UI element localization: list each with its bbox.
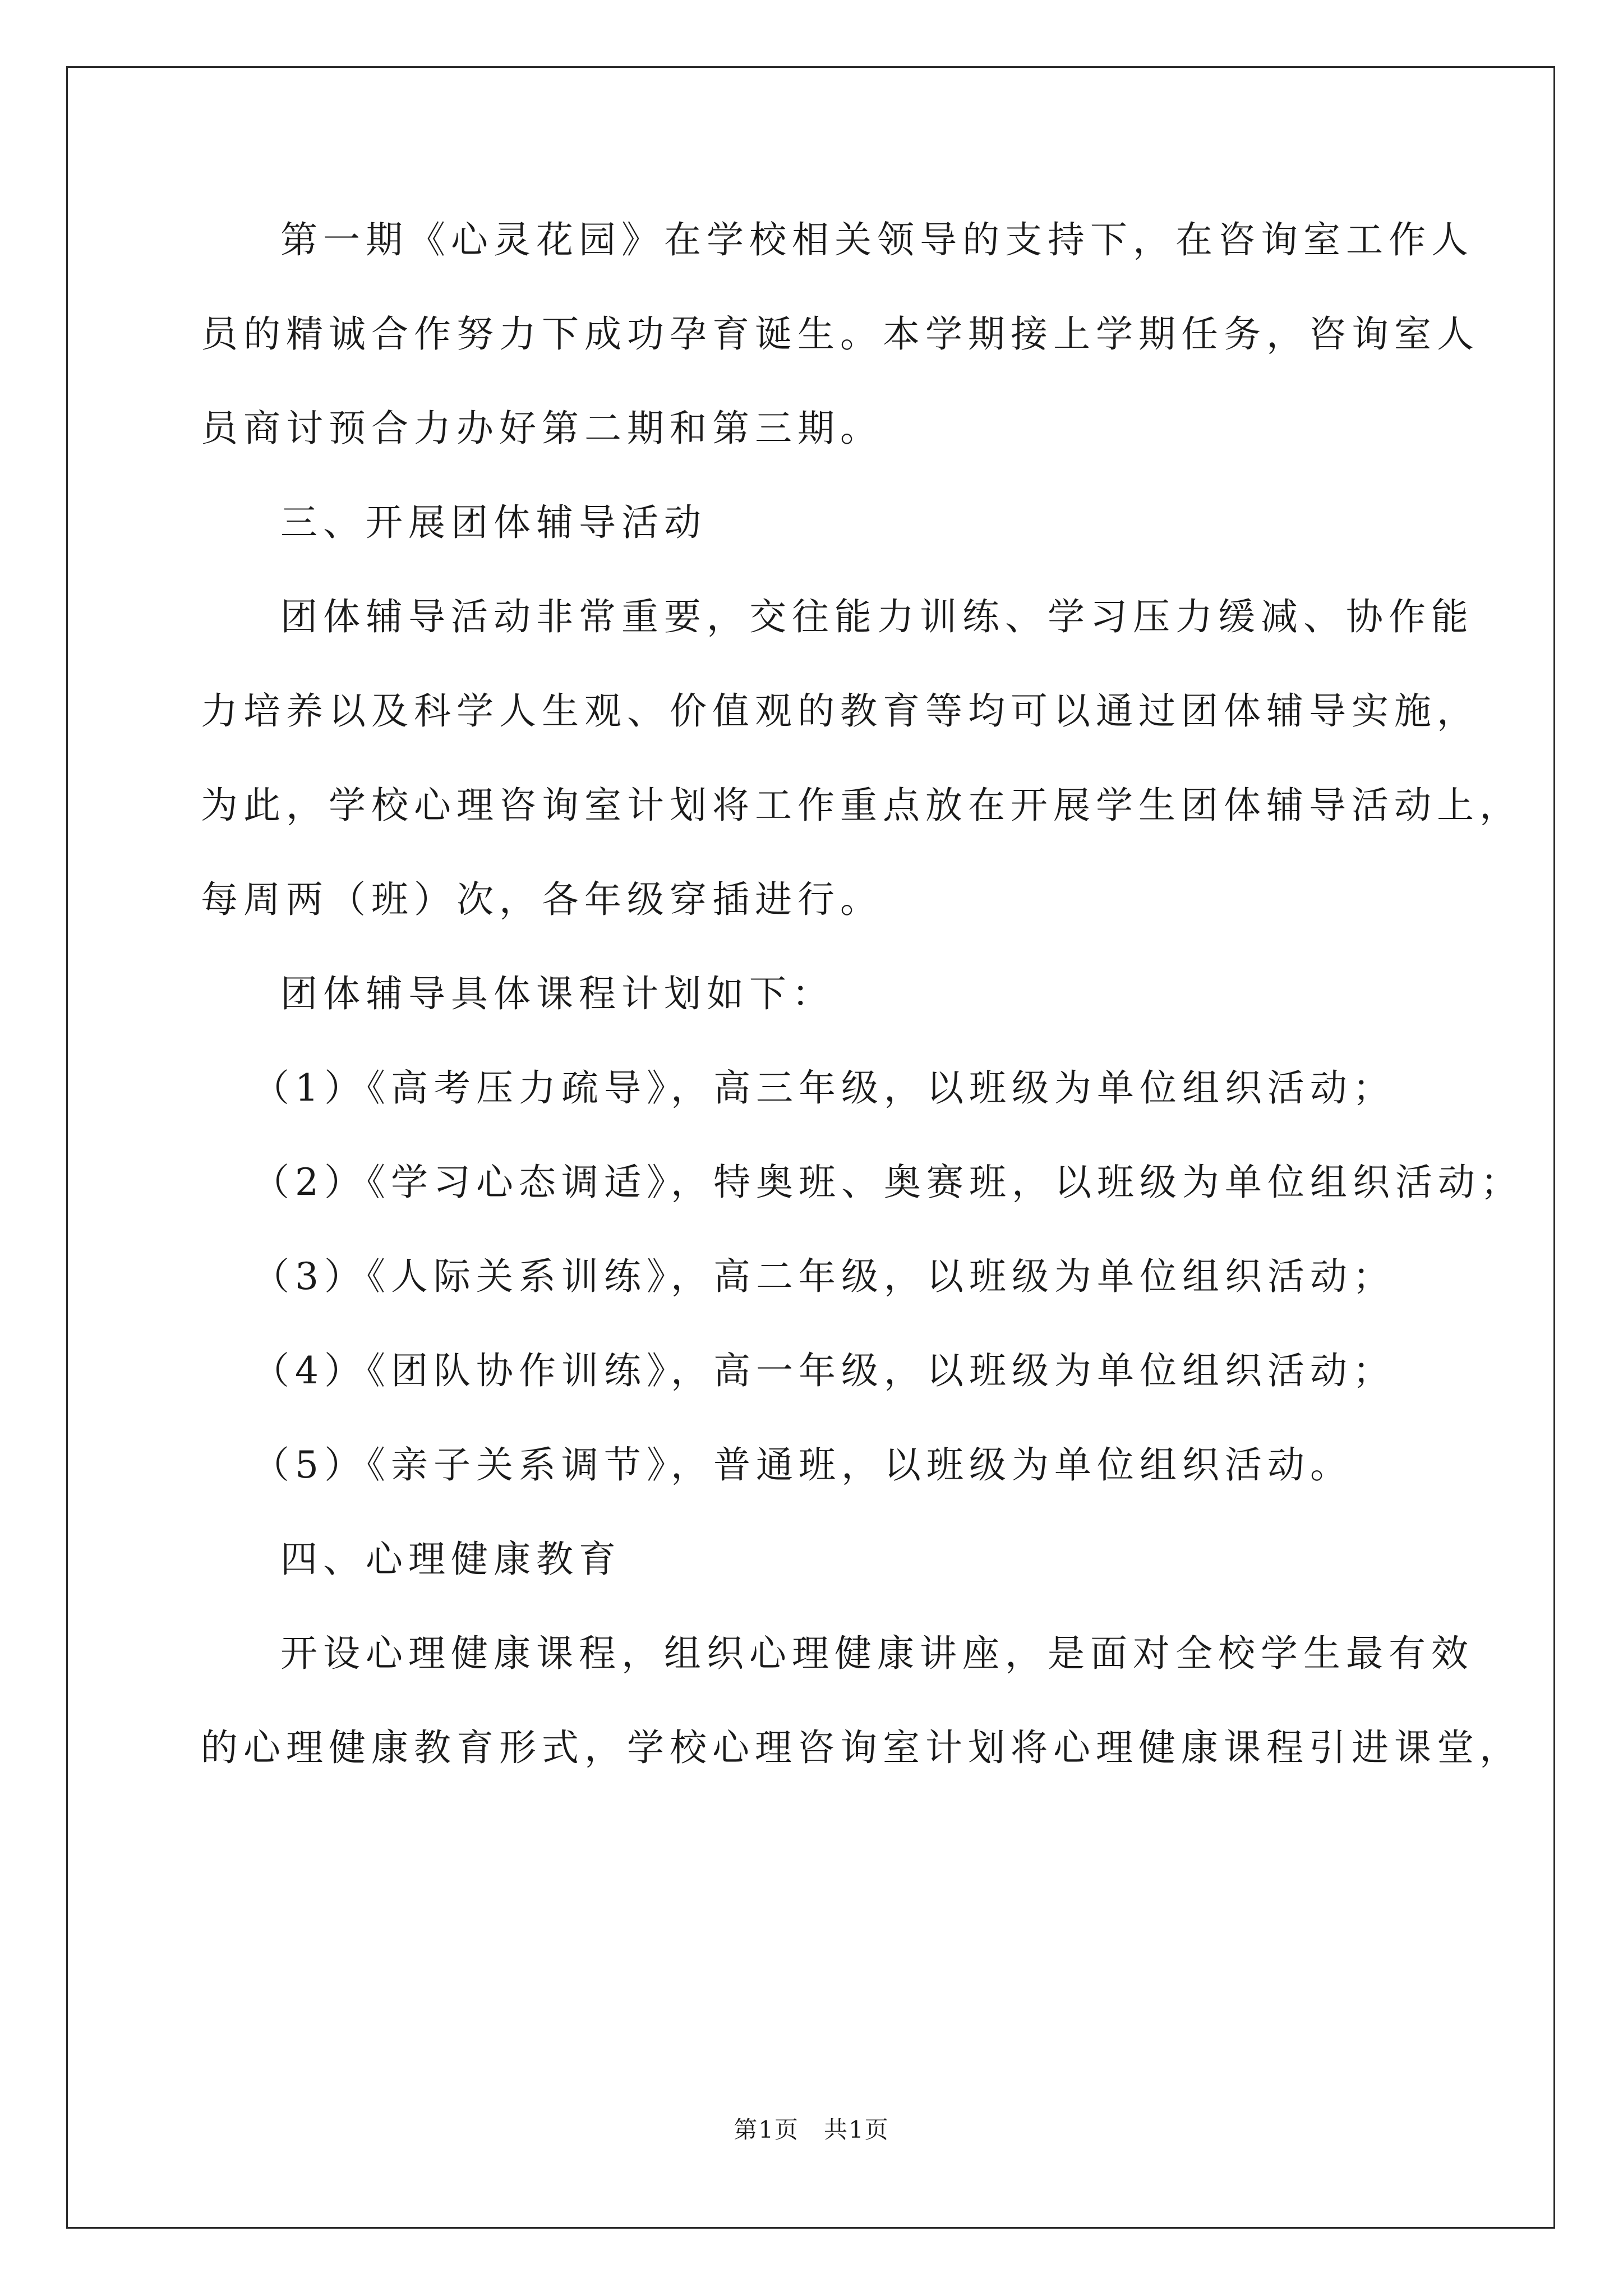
- list-item: （2）《学习心态调适》，特奥班、奥赛班，以班级为单位组织活动；: [252, 1161, 1523, 1204]
- page-border: [66, 66, 1555, 2229]
- list-item: （5）《亲子关系调节》，普通班，以班级为单位组织活动。: [252, 1443, 1353, 1487]
- paragraph-line: 开设心理健康课程，组织心理健康讲座，是面对全校学生最有效: [280, 1632, 1474, 1675]
- paragraph-line: 的心理健康教育形式，学校心理咨询室计划将心理健康课程引进课堂，: [201, 1726, 1522, 1769]
- paragraph-line: 为此，学校心理咨询室计划将工作重点放在开展学生团体辅导活动上，: [201, 784, 1522, 827]
- list-item: （4）《团队协作训练》，高一年级，以班级为单位组织活动；: [252, 1349, 1395, 1392]
- paragraph-line: 团体辅导活动非常重要，交往能力训练、学习压力缓减、协作能: [280, 595, 1474, 638]
- paragraph-line: 团体辅导具体课程计划如下：: [280, 972, 834, 1015]
- list-item: （1）《高考压力疏导》，高三年级，以班级为单位组织活动；: [252, 1066, 1395, 1110]
- paragraph-line: 员的精诚合作努力下成功孕育诞生。本学期接上学期任务，咨询室人: [201, 312, 1479, 356]
- page-number: 第1页 共1页: [734, 2116, 889, 2143]
- paragraph-line: 员商讨预合力办好第二期和第三期。: [201, 407, 883, 450]
- section-heading: 三、开展团体辅导活动: [280, 501, 707, 544]
- section-heading: 四、心理健康教育: [280, 1538, 621, 1581]
- list-item: （3）《人际关系训练》，高二年级，以班级为单位组织活动；: [252, 1255, 1395, 1298]
- paragraph-line: 力培养以及科学人生观、价值观的教育等均可以通过团体辅导实施，: [201, 689, 1479, 733]
- paragraph-line: 第一期《心灵花园》在学校相关领导的支持下，在咨询室工作人: [280, 218, 1474, 261]
- paragraph-line: 每周两（班）次，各年级穿插进行。: [201, 878, 883, 921]
